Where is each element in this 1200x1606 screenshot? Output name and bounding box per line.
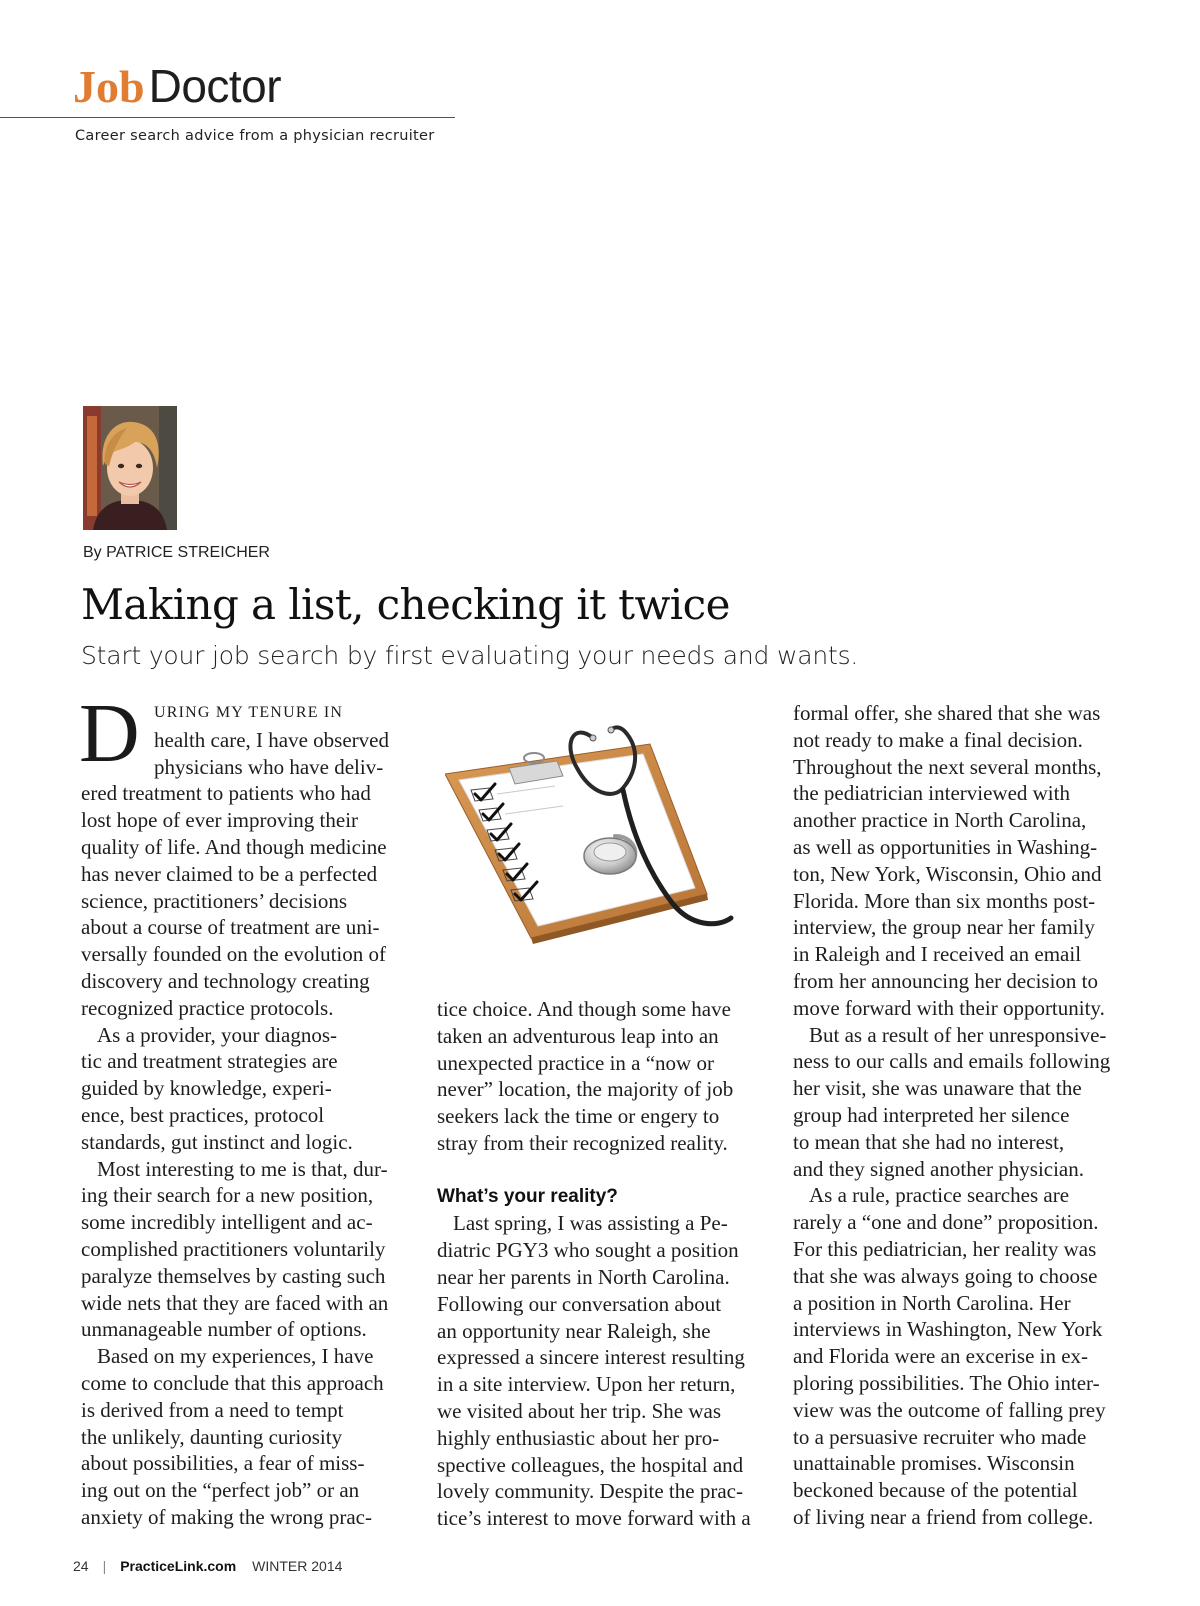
body-line: Florida. More than six months post-	[793, 888, 1096, 913]
body-line: a position in North Carolina. Her	[793, 1290, 1071, 1315]
body-line: about possibilities, a fear of miss-	[81, 1451, 365, 1476]
body-line: science, practitioners’ decisions	[81, 888, 348, 913]
footer-divider: |	[102, 1558, 107, 1574]
body-line: tice choice. And though some have	[437, 997, 731, 1021]
footer-issue: WINTER 2014	[252, 1558, 343, 1574]
body-line: ton, New York, Wisconsin, Ohio and	[793, 861, 1102, 886]
body-line: ered treatment to patients who had	[81, 781, 371, 806]
page-footer	[73, 1558, 342, 1574]
page-number: 24	[73, 1558, 89, 1574]
body-line: stray from their recognized reality.	[437, 1130, 728, 1155]
body-line: taken an adventurous leap into an	[437, 1023, 719, 1048]
body-line: recognized practice protocols.	[81, 995, 334, 1020]
body-line: is derived from a need to tempt	[81, 1397, 344, 1422]
body-line: her visit, she was unaware that the	[793, 1076, 1082, 1101]
body-line: Throughout the next several months,	[793, 754, 1102, 779]
body-line: group had interpreted her silence	[793, 1102, 1070, 1127]
body-line: unexpected practice in a “now or	[437, 1050, 714, 1075]
author-byline: By PATRICE STREICHER	[83, 544, 270, 561]
body-line: about a course of treatment are uni-	[81, 915, 380, 940]
section-title	[73, 58, 281, 115]
body-line: URING MY TENURE IN	[154, 704, 344, 721]
footer-site: PracticeLink.com	[120, 1558, 237, 1574]
body-line: some incredibly intelligent and ac-	[81, 1210, 373, 1235]
body-line: health care, I have observed	[154, 727, 389, 752]
body-line: interview, the group near her family	[793, 915, 1095, 940]
body-line: diatric PGY3 who sought a position	[437, 1238, 739, 1263]
body-line: of living near a friend from college.	[793, 1504, 1094, 1529]
article-column-3	[793, 700, 1138, 1531]
section-subheading: What’s your reality?	[437, 1185, 618, 1207]
body-line: move forward with their opportunity.	[793, 995, 1105, 1020]
body-line: ing out on the “perfect job” or an	[81, 1478, 360, 1503]
author-photo	[83, 406, 177, 530]
body-line: and Florida were an excerise in ex-	[793, 1344, 1089, 1369]
body-line: ploring possibilities. The Ohio inter-	[793, 1370, 1100, 1395]
body-line: wide nets that they are faced with an	[81, 1290, 389, 1315]
body-line: in Raleigh and I received an email	[793, 942, 1082, 967]
body-line: physicians who have deliv-	[154, 754, 384, 779]
section-tagline: Career search advice from a physician recruiter	[75, 128, 435, 144]
body-line: expressed a sincere interest resulting	[437, 1345, 745, 1370]
body-line: has never claimed to be a perfected	[81, 861, 378, 886]
body-line-spacer	[437, 1157, 772, 1184]
body-line: guided by knowledge, experi-	[81, 1076, 332, 1101]
body-line: the pediatrician interviewed with	[793, 781, 1070, 806]
body-line: to a persuasive recruiter who made	[793, 1424, 1087, 1449]
body-line: seekers lack the time or engery to	[437, 1104, 720, 1129]
article-column-2	[437, 996, 772, 1532]
body-line: lost hope of ever improving their	[81, 808, 359, 833]
body-line: we visited about her trip. She was	[437, 1398, 722, 1423]
body-line: in a site interview. Upon her return,	[437, 1372, 736, 1397]
body-line: never” location, the majority of job	[437, 1077, 734, 1102]
article-subheadline: Start your job search by first evaluating your needs and wants.	[81, 641, 859, 670]
body-line: As a rule, practice searches are	[809, 1183, 1070, 1208]
section-title-job: Job	[73, 61, 145, 112]
body-line: As a provider, your diagnos-	[97, 1022, 338, 1047]
body-line: quality of life. And though medicine	[81, 834, 387, 859]
body-line: discovery and technology creating	[81, 968, 370, 993]
body-line: come to conclude that this approach	[81, 1370, 384, 1395]
body-line: not ready to make a final decision.	[793, 727, 1083, 752]
body-line: rarely a “one and done” proposition.	[793, 1210, 1099, 1235]
body-line: ing their search for a new position,	[81, 1183, 374, 1208]
body-line: anxiety of making the wrong prac-	[81, 1504, 372, 1529]
body-line: standards, gut instinct and logic.	[81, 1129, 353, 1154]
header-divider	[0, 117, 455, 118]
body-line: Most interesting to me is that, dur-	[97, 1156, 388, 1181]
body-line: highly enthusiastic about her pro-	[437, 1425, 720, 1450]
body-line: Following our conversation about	[437, 1291, 722, 1316]
body-line: tic and treatment strategies are	[81, 1049, 338, 1074]
body-line: view was the outcome of falling prey	[793, 1397, 1106, 1422]
body-line: complished practitioners voluntarily	[81, 1236, 386, 1261]
body-line: and they signed another physician.	[793, 1156, 1085, 1181]
body-line: to mean that she had no interest,	[793, 1129, 1065, 1154]
body-line: interviews in Washington, New York	[793, 1317, 1103, 1342]
body-line: lovely community. Despite the prac-	[437, 1479, 743, 1504]
body-line: from her announcing her decision to	[793, 968, 1098, 993]
body-line: another practice in North Carolina,	[793, 808, 1087, 833]
body-line: ness to our calls and emails following	[793, 1049, 1111, 1074]
body-line: But as a result of her unresponsive-	[809, 1022, 1107, 1047]
body-line: tice’s interest to move forward with a	[437, 1506, 751, 1531]
clipboard-stethoscope-illustration	[445, 718, 745, 958]
body-line: For this pediatrician, her reality was	[793, 1236, 1097, 1261]
body-line: an opportunity near Raleigh, she	[437, 1318, 711, 1343]
body-line: unattainable promises. Wisconsin	[793, 1451, 1075, 1476]
body-line: Last spring, I was assisting a Pe-	[453, 1211, 728, 1236]
body-line: the unlikely, daunting curiosity	[81, 1424, 343, 1449]
body-line: formal offer, she shared that she was	[793, 701, 1101, 725]
body-line: ence, best practices, protocol	[81, 1102, 325, 1127]
body-line: beckoned because of the potential	[793, 1478, 1078, 1503]
body-line: as well as opportunities in Washing-	[793, 834, 1098, 859]
body-line: near her parents in North Carolina.	[437, 1264, 730, 1289]
body-line: spective colleagues, the hospital and	[437, 1452, 744, 1477]
section-title-doctor: Doctor	[148, 60, 282, 112]
body-line: paralyze themselves by casting such	[81, 1263, 386, 1288]
body-line: versally founded on the evolution of	[81, 942, 387, 967]
body-line: that she was always going to choose	[793, 1263, 1098, 1288]
body-line: unmanageable number of options.	[81, 1317, 367, 1342]
article-column-1	[79, 687, 421, 1531]
drop-cap: D	[79, 687, 140, 780]
article-headline: Making a list, checking it twice	[81, 580, 730, 629]
body-line: Based on my experiences, I have	[97, 1344, 374, 1369]
